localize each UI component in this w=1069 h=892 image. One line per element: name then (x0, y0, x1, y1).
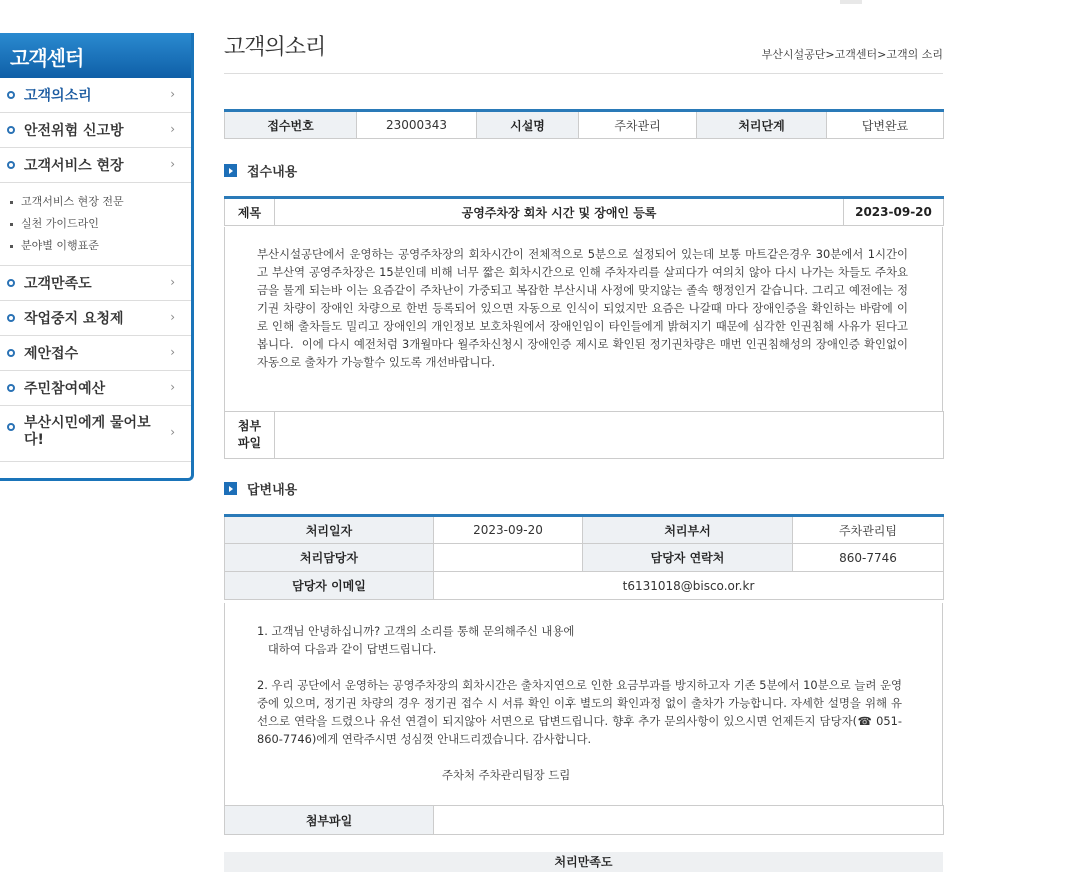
sidebar-item-label: 작업중지 요청제 (24, 311, 124, 327)
divider (224, 73, 943, 74)
bullet-icon (7, 349, 15, 357)
top-faint-mark (840, 0, 862, 4)
answer-date-value: 2023-09-20 (434, 516, 583, 544)
chevron-right-icon: › (170, 122, 175, 136)
answer-signature: 주차처 주차관리팀장 드림 (442, 768, 571, 782)
sidebar-item-satisfaction[interactable] (0, 266, 191, 301)
sidebar-item-label: 주민참여예산 (24, 381, 106, 397)
submenu-item-standards[interactable]: 분야별 이행표준 (10, 235, 191, 257)
sidebar-item-label: 고객만족도 (24, 276, 92, 292)
bullet-icon (7, 161, 15, 169)
subject-label: 제목 (225, 198, 275, 226)
sidebar-item-ask-citizens[interactable] (0, 406, 191, 462)
sidebar-item-label: 제안접수 (24, 346, 79, 362)
sidebar-item-customer-voice[interactable] (0, 78, 191, 113)
submenu-item-charter[interactable]: 고객서비스 현장 전문 (10, 191, 191, 213)
facility-label: 시설명 (477, 111, 579, 139)
answer-date-label: 처리일자 (225, 516, 434, 544)
sidebar-item-label: 부산시민에게 물어보다! (24, 415, 151, 448)
sidebar-item-work-stop[interactable] (0, 301, 191, 336)
sidebar-item-participatory-budget[interactable] (0, 371, 191, 406)
answer-dept-label: 처리부서 (583, 516, 793, 544)
sidebar-title: 고객센터 (0, 33, 191, 78)
page-title: 고객의소리 (224, 35, 326, 60)
receipt-section-title: 접수내용 (224, 161, 297, 180)
answer-email-label: 담당자 이메일 (225, 572, 434, 600)
sidebar-item-proposal[interactable] (0, 336, 191, 371)
subject-value: 공영주차장 회차 시간 및 장애인 등록 (275, 198, 844, 226)
receipt-no-value: 23000343 (357, 111, 477, 139)
status-label: 처리단계 (697, 111, 827, 139)
dot-icon (10, 223, 13, 226)
answer-body (224, 603, 943, 806)
chevron-right-icon: › (170, 345, 175, 359)
sidebar-item-safety-report[interactable] (0, 113, 191, 148)
answer-dept-value: 주차관리팀 (793, 516, 944, 544)
chevron-right-icon: › (170, 425, 175, 439)
answer-manager-value (434, 544, 583, 572)
breadcrumb: 부산시설공단>고객센터>고객의 소리 (761, 48, 943, 61)
submenu-item-guideline[interactable]: 실천 가이드라인 (10, 213, 191, 235)
status-value: 답변완료 (827, 111, 944, 139)
receipt-attachment-table (224, 411, 944, 459)
answer-contact-value: 860-7746 (793, 544, 944, 572)
bullet-icon (7, 384, 15, 392)
answer-email-value: t6131018@bisco.or.kr (434, 572, 944, 600)
answer-attachment-value (434, 806, 944, 835)
chevron-right-icon: › (170, 380, 175, 394)
bullet-icon (7, 314, 15, 322)
answer-section-title: 답변내용 (224, 479, 297, 498)
summary-table (224, 109, 944, 139)
attachment-value (275, 412, 944, 459)
answer-contact-label: 담당자 연락처 (583, 544, 793, 572)
bullet-icon (7, 279, 15, 287)
answer-paragraph-1: 1. 고객님 안녕하십니까? 고객의 소리를 통해 문의해주신 내용에 대하여 다음과 같이 답변드립니다. (257, 624, 575, 656)
chevron-right-icon: › (170, 275, 175, 289)
sidebar-submenu (0, 183, 191, 266)
chevron-right-icon: › (170, 310, 175, 324)
answer-attachment-label: 첨부파일 (225, 806, 434, 835)
attachment-label: 첨부 파일 (225, 412, 275, 459)
answer-paragraph-2: 2. 우리 공단에서 운영하는 공영주차장의 회차시간은 출차지연으로 인한 요금부과를 방지하고자 기존 5분에서 10분으로 늘려 운영 중에 있으며, 정기권 차량의 경우 정기권 접수 시 서류 확인 이후 별도의 확인과정 없이 출차가 가능합니다. 자세한 설명을 위해 유선으로 연락을 드렸으나 유선 연결이 되지않아 서면으로 답변드립니다. 향후 추가 문의사항이 있으시면 언제든지 담당자(☎ 051-860-7746)에게 연락주시면 성심껏 안내드리겠습니다. 감사합니다. (257, 678, 906, 746)
arrow-right-icon (224, 482, 237, 495)
facility-value: 주차관리 (579, 111, 697, 139)
bullet-icon (7, 91, 15, 99)
satisfaction-header: 처리만족도 (224, 852, 943, 872)
chevron-right-icon: › (170, 87, 175, 101)
receipt-subject-table (224, 196, 944, 226)
bullet-icon (7, 126, 15, 134)
dot-icon (10, 201, 13, 204)
sidebar (0, 33, 194, 481)
arrow-right-icon (224, 164, 237, 177)
sidebar-item-label: 안전위험 신고방 (24, 123, 124, 139)
answer-attachment-table (224, 805, 944, 835)
sidebar-item-label: 고객서비스 현장 (24, 158, 124, 174)
receipt-body-text: 부산시설공단에서 운영하는 공영주차장의 회차시간이 전체적으로 5분으로 설정되어 있는데 보통 마트같은경우 30분에서 1시간이고 부산역 공영주차장은 15분인데 비해 너무 짧은 회차시간으로 인해 주차자리를 살피다가 여의치 않아 다시 나가는 차들도 주차요금을 물게 되는바 이는 요즘같이 주차난이 가중되고 복잡한 부산시내 사정에 맞지않는 졸속 행정인거 같습니다. 그리고 예전에는 정기권 차량이 장애인 차량으로 한번 등록되어 있으면 자동으로 인식이 되었지만 요즘은 나갈때 마다 장애인증을 확인하는 바람에 이로 인해 출차들도 밀리고 장애인의 개인정보 보호차원에서 장애인임이 타인들에게 밝혀지기 때문에 심각한 인권침해 사유가 된다고 봅니다. 이에 다시 예전처럼 3개월마다 월주차신청시 장애인증 제시로 확인된 정기권차량은 매번 인권침해성의 장애인증 확인없이 자동으로 출차가 가능할수 있도록 개선바랍니다. (257, 247, 912, 369)
chevron-right-icon: › (170, 157, 175, 171)
bullet-icon (7, 423, 15, 431)
receipt-body (224, 227, 943, 412)
answer-info-table (224, 514, 944, 600)
dot-icon (10, 245, 13, 248)
sidebar-item-service-field[interactable] (0, 148, 191, 183)
sidebar-item-label: 고객의소리 (24, 88, 92, 104)
receipt-no-label: 접수번호 (225, 111, 357, 139)
receipt-date: 2023-09-20 (844, 198, 944, 226)
answer-manager-label: 처리담당자 (225, 544, 434, 572)
